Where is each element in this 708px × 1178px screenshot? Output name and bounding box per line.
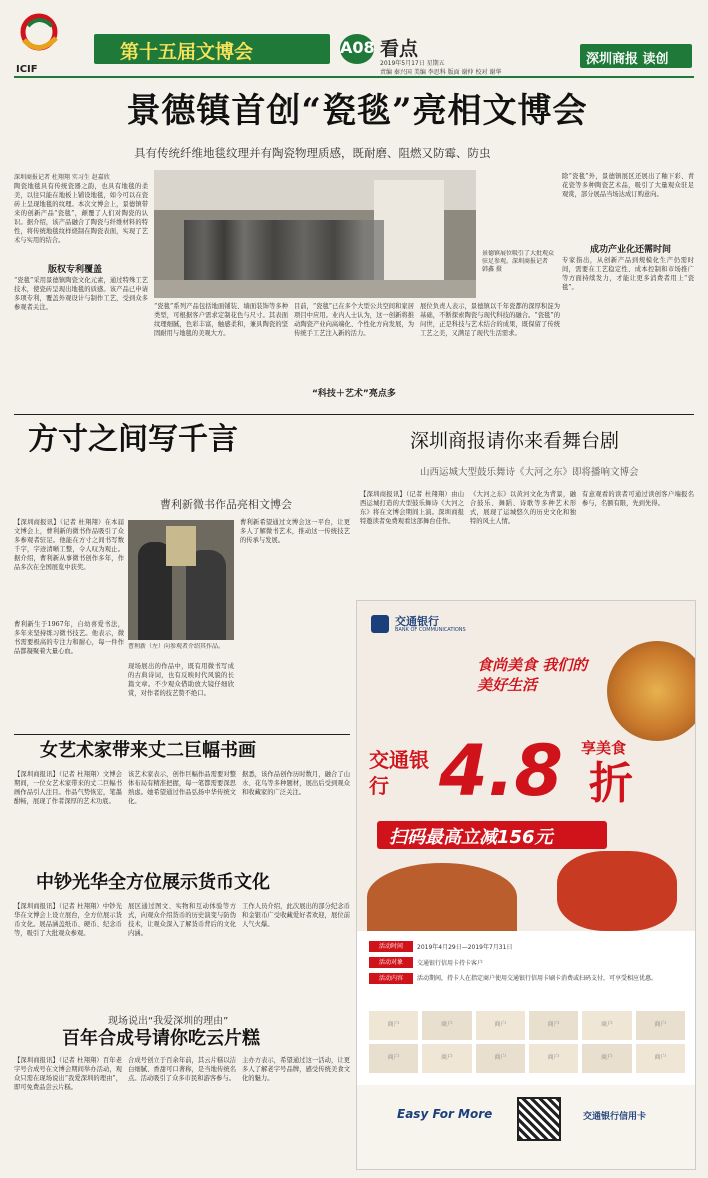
ad-info-label-1: 活动时间 [369,941,413,952]
banknote-body3: 工作人员介绍，此次展出的部分纪念币和金银币广受收藏爱好者欢迎，展位前人气火爆。 [242,903,350,928]
lead-headline: 景德镇首创“瓷毯”亮相文博会 [126,91,588,131]
ad-info-text-2: 交通银行信用卡持卡客户 [417,960,484,967]
lead-photo [154,170,476,298]
masthead [0,0,708,82]
female-headline: 女艺术家带来丈二巨幅书画 [40,740,256,761]
female-body2: 该艺术家表示，创作巨幅作品需要对整体布局有精准把握，每一笔都需要深思熟虑。她希望通过作品弘扬中华传统文化。 [128,771,236,805]
fangcun-body2: 曹利新生于1967年，自幼喜爱书法，多年来坚持练习微书技艺。他表示，微书需要极高的专注力和耐心，每一件作品都凝聚着大量心血。 [14,621,124,655]
lead-subheadline: 具有传统纤维地毯纹理并有陶瓷物理质感，既耐磨、阻燃又防霉、防虫 [134,146,491,160]
yuntun-body3: 主办方表示，希望通过这一活动，让更多人了解老字号品牌，感受传统美食文化的魅力。 [242,1057,350,1082]
stage-body2: 《大河之东》以黄河文化为背景，融合鼓乐、舞蹈、诗歌等多种艺术形式，展现了运城悠久的历史文化和独特的风土人情。 [470,491,576,525]
section-banner-title: 第十五届文博会 [120,41,254,63]
paper-brand [580,44,692,68]
lead-bottom-rule [14,414,694,415]
bank-ad[interactable] [356,600,696,1170]
ad-merchant-grid [369,1011,685,1073]
fangcun-photo-caption: 曹利新（左）向参观者介绍其作品。 [128,643,225,650]
ad-info-text-3: 活动期间，持卡人在指定商户使用交通银行信用卡刷卡消费或扫码支付，可享受相应优惠。 [417,975,658,982]
fangcun-body3: 现场展出的作品中，既有用微书写成的古典诗词，也有反映时代风貌的长篇文章。不少观众借助放大镜仔细欣赏，对作者的技艺赞不绝口。 [128,663,234,697]
lead-col1-heading: 版权专利覆盖 [48,265,103,275]
stage-headline: 深圳商报请你来看舞台剧 [410,430,620,452]
ad-bank-name: 交通银行 [395,615,439,628]
yuntun-kicker: 现场说出“我爱深圳的理由” [108,1016,229,1027]
merchant-logo: 商户 [636,1044,685,1073]
ad-bank-logo-icon [371,615,389,633]
date-line: 2019年5月17日 星期五 [380,60,445,67]
ad-promo-discount: 4.8 [439,730,564,812]
yuntun-body1: 【深圳商报讯】（记者 杜翔翔）百年老字号合成号在文博会期间举办活动，观众只需在现场说出“我爱深圳的理由”，即可免费品尝云片糕。 [14,1057,122,1091]
lead-col1-a: 陶瓷地毯具有传统瓷器之韵，也具有地毯的柔美，以往只能在地板上铺设地毯，如今可以在瓷砖上呈现地毯的纹理。本次文博会上，景德镇带来的创新产品“瓷毯”，颠覆了人们对陶瓷的认识。据介绍，该产品融合了陶瓷与纤维材料的特性，将传统地毯纹样烧制在陶瓷表面，实现了艺术与实用的结合。 [14,183,148,244]
ad-promo-bar [377,821,607,849]
banknote-body2: 展区通过图文、实物和互动体验等方式，向观众介绍货币的历史演变与防伪技术，让观众深入了解货币背后的文化内涵。 [128,903,236,937]
editors-line: 责编 秦兴国 美编 李思科 版面 谢仲 校对 谢华 [380,69,502,76]
ad-qr-code[interactable] [517,1097,561,1141]
ad-promo-tag: 享美食 [581,739,627,757]
lead-col4: 展位负责人表示，景德镇以千年瓷都的深厚积淀为基础，不断探索陶瓷与现代科技的融合。“瓷毯”的问世，正是科技与艺术结合的成果，既保留了传统工艺之美，又满足了现代生活需求。 [420,303,560,337]
stage-subheadline: 山西运城大型鼓乐舞诗《大河之东》即将播响文博会 [420,467,639,478]
banknote-body1: 【深圳商报讯】（记者 杜翔翔）中钞光华在文博会上设立展台，全方位展示货币文化。展品涵盖纸币、硬币、纪念币等，吸引了大批观众参观。 [14,903,122,937]
lead-col5-a: 除“瓷毯”外，景德镇展区还展出了釉下彩、青花瓷等多种陶瓷艺术品，吸引了大量观众驻足观赏，部分展品当场达成订购意向。 [562,173,694,198]
merchant-logo: 商户 [529,1011,578,1040]
female-body3: 据悉，该作品创作历时数月，融合了山水、花鸟等多种题材，展出后受到观众和收藏家的广泛关注。 [242,771,350,796]
lead-col3: 目前，“瓷毯”已在多个大型公共空间和家居项目中应用。业内人士认为，这一创新将推动陶瓷产业向高端化、个性化方向发展，为传统手工艺注入新的活力。 [294,303,414,337]
fangcun-body4: 曹利新希望通过文博会这一平台，让更多人了解微书艺术，推动这一传统技艺的传承与发展。 [240,519,350,544]
photo-booth-panel [374,180,444,280]
ad-info-text-1: 2019年4月29日—2019年7月31日 [417,944,513,951]
icif-logo-text: ICIF [16,64,38,75]
ad-bottom-bank: 交通银行信用卡 [583,1112,647,1122]
ad-info-label-3: 活动内容 [369,973,413,984]
section-banner [94,34,330,64]
merchant-logo: 商户 [476,1044,525,1073]
merchant-logo: 商户 [476,1011,525,1040]
ad-promo-left: 交通银行 [369,748,429,798]
fangcun-photo [128,520,234,640]
merchant-logo: 商户 [582,1011,631,1040]
masthead-rule [14,76,694,78]
fangcun-subheadline: 曹利新微书作品亮相文博会 [160,498,292,511]
lead-col5-heading: 成功产业化还需时间 [590,245,672,255]
section-name: 看点 [380,38,419,60]
ad-food-pizza [607,641,696,741]
lead-col5-b: 专家指出，从创新产品到规模化生产仍需时间，需要在工艺稳定性、成本控制和市场推广等方面持续发力，才能让更多消费者用上“瓷毯”。 [562,257,694,291]
lead-col3-b [294,398,414,410]
mid-rule [14,734,350,735]
ad-promo-zhe: 折 [589,758,633,809]
banknote-headline: 中钞光华全方位展示货币文化 [36,872,270,893]
lead-col2: “瓷毯”系列产品包括地面铺装、墙面装饰等多种类型，可根据客户需求定制花色与尺寸。其表面纹理细腻，色彩丰富，触感柔和，兼具陶瓷的坚固耐用与地毯的美观大方。 [154,303,288,337]
ad-slogan: Easy For More [397,1107,493,1121]
merchant-logo: 商户 [582,1044,631,1073]
page-number: A08 [340,38,375,57]
ad-bank-name-en: BANK OF COMMUNICATIONS [395,627,466,633]
stage-body1: 【深圳商报讯】（记者 杜翔翔）由山西运城打造的大型鼓乐舞诗《大河之东》将在文博会期间上演。深圳商报特邀读者免费观看这部舞台佳作。 [360,491,464,525]
photo-frame [166,526,196,566]
fangcun-body1: 【深圳商报讯】（记者 杜翔翔）在本届文博会上，曹利新的微书作品吸引了众多参观者驻足。他能在方寸之间书写数千字，字迹清晰工整，令人叹为观止。据介绍，曹利新从事微书创作多年，作品多次在全国展览中获奖。 [14,519,124,571]
female-body1: 【深圳商报讯】（记者 杜翔翔）文博会期间，一位女艺术家带来的丈二巨幅书画作品引人注目。作品气势恢宏，笔墨酣畅，展现了作者深厚的艺术功底。 [14,771,122,805]
lead-col3-heading: “科技＋艺术”亮点多 [312,389,396,399]
merchant-logo: 商户 [636,1011,685,1040]
merchant-logo: 商户 [422,1011,471,1040]
paper-brand-text: 深圳商报 读创 [586,52,669,67]
yuntun-body2: 合成号创立于百余年前，其云片糕以洁白细腻、香甜可口著称，是当地传统名点。活动吸引了众多市民和游客参与。 [128,1057,236,1082]
lead-photo-caption: 景德镇展位吸引了大批观众驻足参观。深圳商报记者 韩鑫 摄 [482,250,554,273]
ad-promo-bar-text: 扫码最高立减156元 [389,827,553,848]
lead-byline: 深圳商报记者 杜翔翔 实习生 赵嘉欣 [14,174,110,181]
ad-food-lobster [557,851,677,931]
fangcun-headline: 方寸之间写千言 [28,422,238,457]
lead-col1-b: “瓷毯”采用景德镇陶瓷文化元素，通过特殊工艺技术，使瓷砖呈现出地毯的质感。该产品已申请多项专利，覆盖外观设计与制作工艺，受到众多参观者关注。 [14,277,148,311]
icif-logo-icon [14,12,64,62]
ad-food-plate [367,863,517,931]
merchant-logo: 商户 [529,1044,578,1073]
ad-info-label-2: 活动对象 [369,957,413,968]
merchant-logo: 商户 [369,1044,418,1073]
yuntun-headline: 百年合成号请你吃云片糕 [62,1028,260,1049]
photo-floor [154,280,476,298]
icif-logo [14,12,64,62]
merchant-logo: 商户 [422,1044,471,1073]
merchant-logo: 商户 [369,1011,418,1040]
stage-body3: 有意观看的读者可通过读创客户端报名参与，名额有限，先到先得。 [582,491,694,507]
ad-script-title: 食尚美食 我们的美好生活 [477,656,588,694]
